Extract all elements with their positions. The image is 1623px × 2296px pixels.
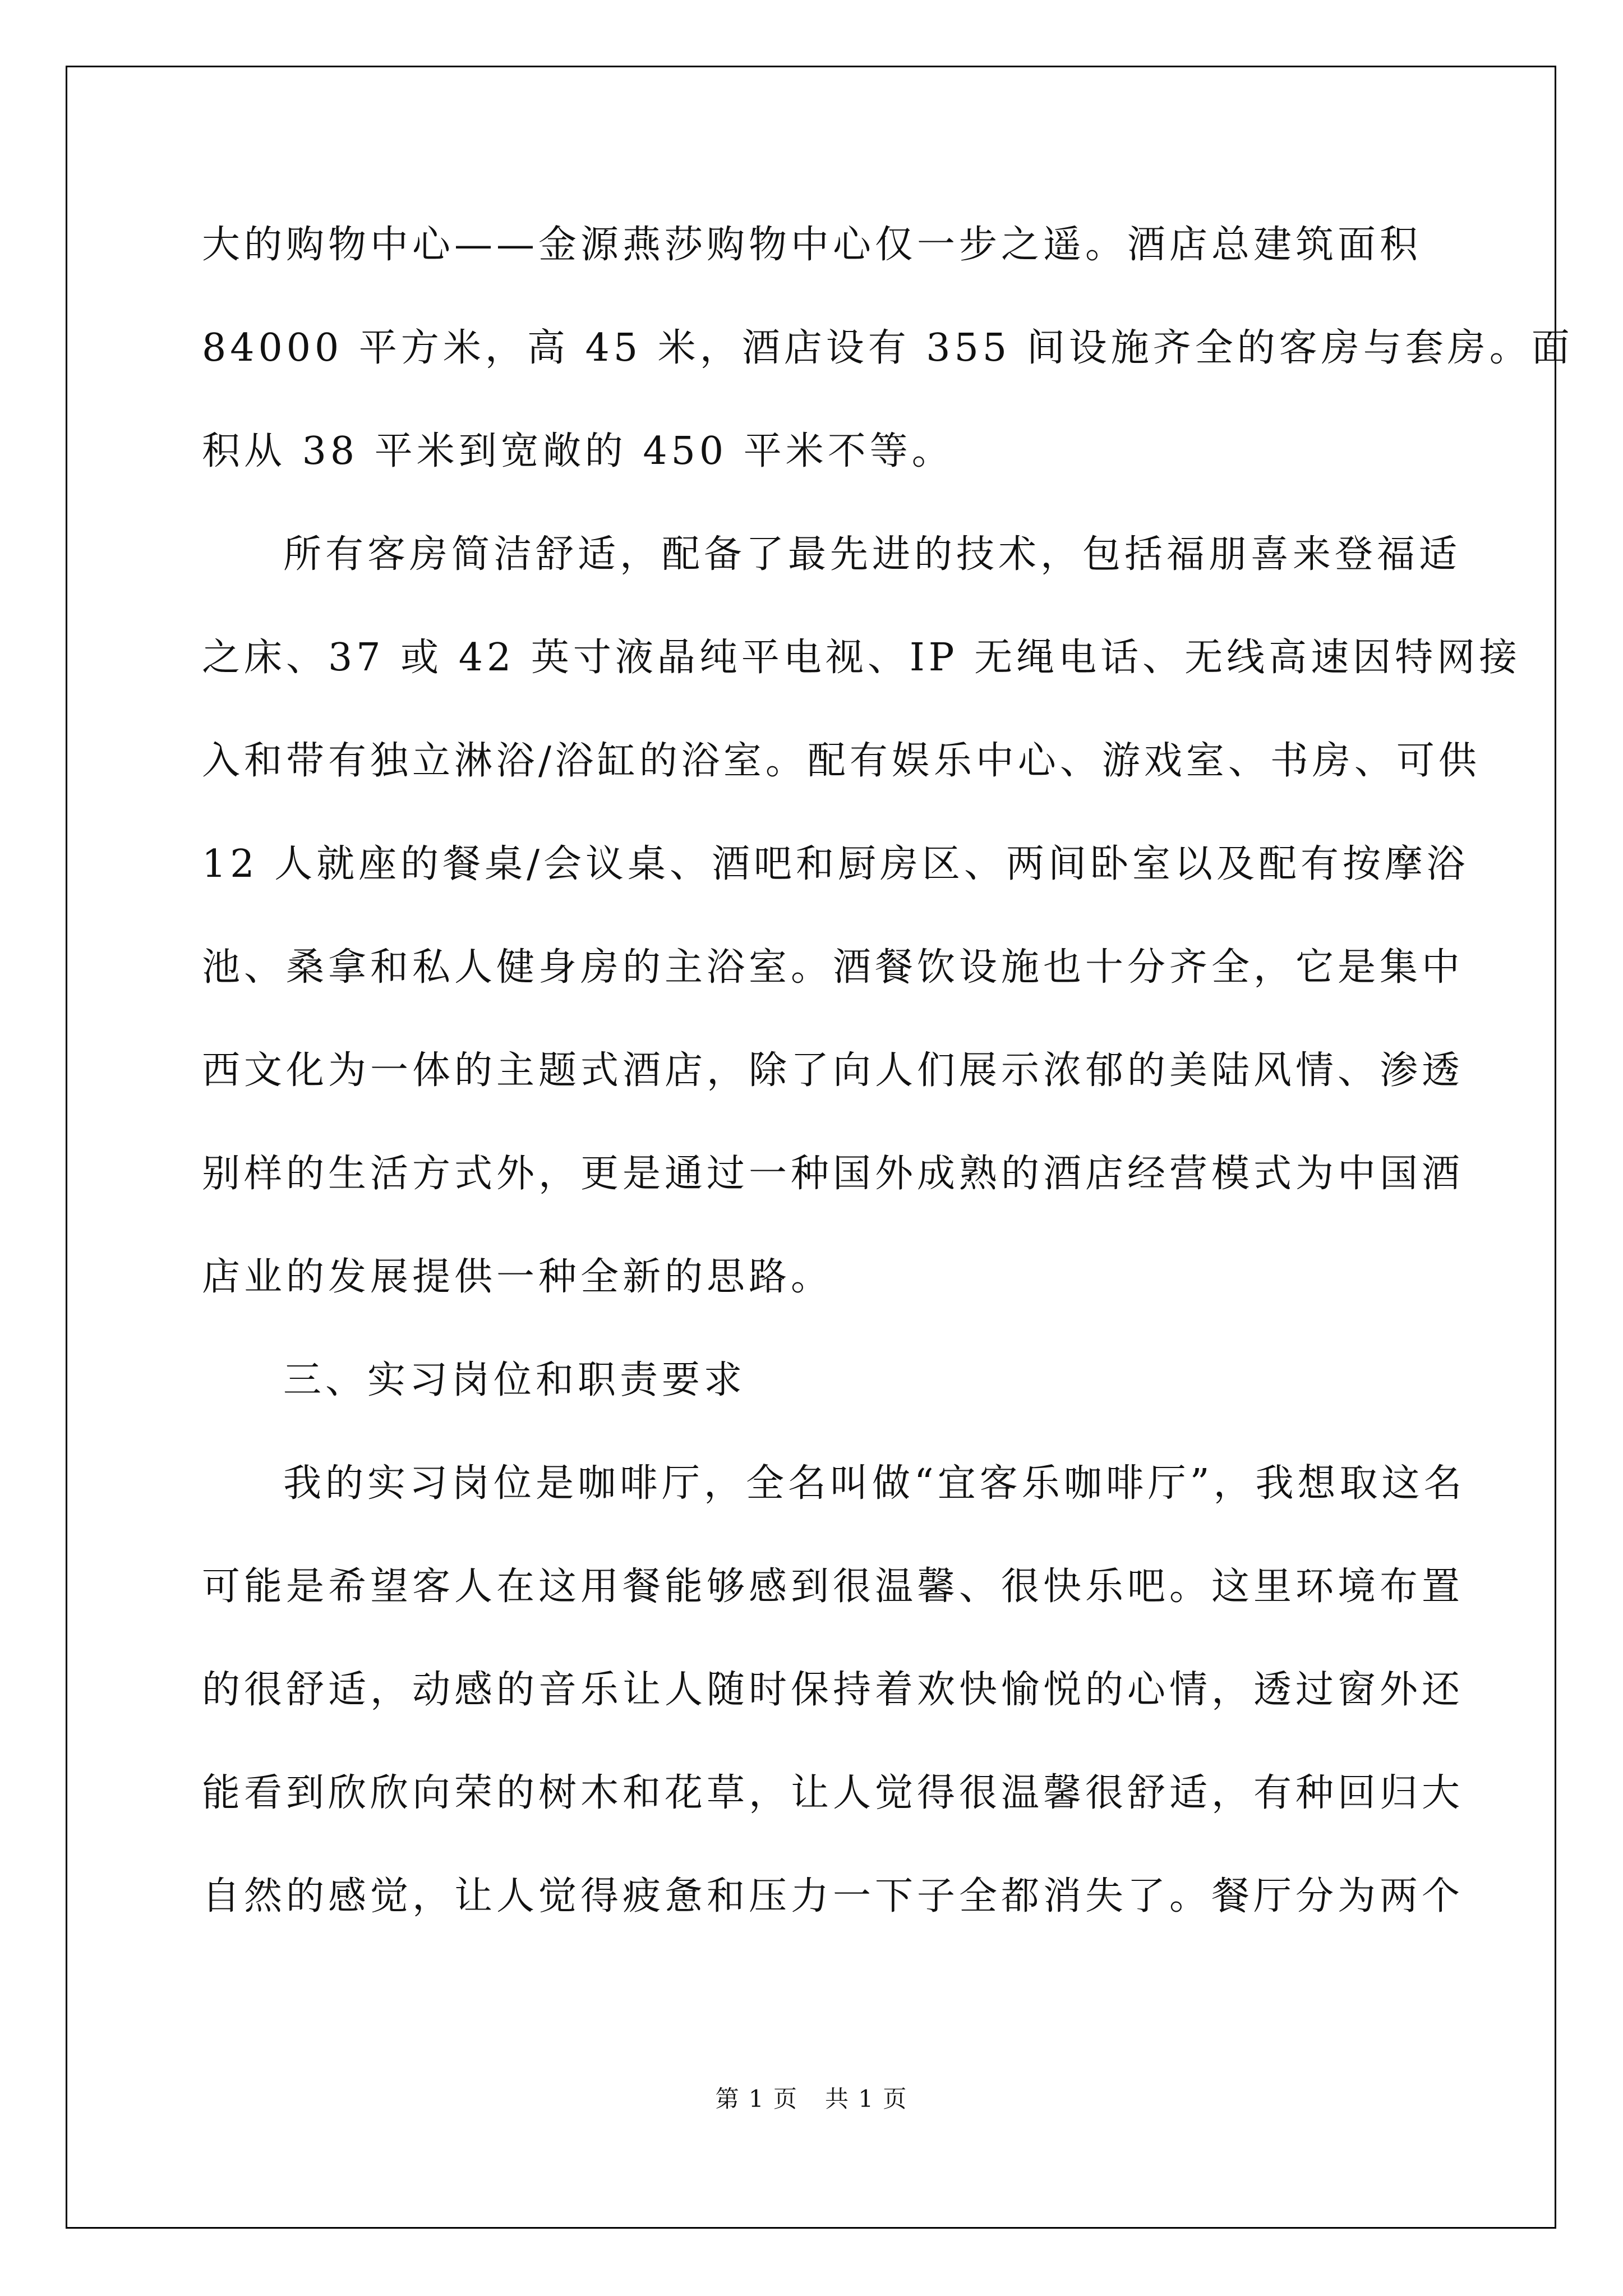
text-line: 的很舒适，动感的音乐让人随时保持着欢快愉悦的心情，透过窗外还 xyxy=(202,1668,1464,1712)
section-heading: 三、实习岗位和职责要求 xyxy=(283,1358,746,1402)
text-line: 店业的发展提供一种全新的思路。 xyxy=(202,1255,833,1299)
paragraph-start-line: 我的实习岗位是咖啡厅，全名叫做“宜客乐咖啡厅”，我想取这名 xyxy=(283,1461,1466,1506)
text-line: 自然的感觉，让人觉得疲惫和压力一下子全都消失了。餐厅分为两个 xyxy=(202,1874,1464,1918)
page-number-total: 共 1 页 xyxy=(825,2085,908,2113)
text-line: 别样的生活方式外，更是通过一种国外成熟的酒店经营模式为中国酒 xyxy=(202,1152,1464,1196)
page-footer xyxy=(0,2082,1623,2116)
text-line: 池、桑拿和私人健身房的主浴室。酒餐饮设施也十分齐全，它是集中 xyxy=(202,945,1464,990)
text-line: 之床、37 或 42 英寸液晶纯平电视、IP 无绳电话、无线高速因特网接 xyxy=(202,636,1521,680)
text-line: 84000 平方米，高 45 米，酒店设有 355 间设施齐全的客房与套房。面 xyxy=(202,326,1574,370)
text-line: 能看到欣欣向荣的树木和花草，让人觉得很温馨很舒适，有种回归大 xyxy=(202,1771,1464,1815)
text-line: 12 人就座的餐桌/会议桌、酒吧和厨房区、两间卧室以及配有按摩浴 xyxy=(202,842,1469,886)
text-line: 可能是希望客人在这用餐能够感到很温馨、很快乐吧。这里环境布置 xyxy=(202,1565,1464,1609)
text-line: 入和带有独立淋浴/浴缸的浴室。配有娱乐中心、游戏室、书房、可供 xyxy=(202,739,1481,783)
page-number-current: 第 1 页 xyxy=(715,2085,798,2113)
paragraph-start-line: 所有客房简洁舒适，配备了最先进的技术，包括福朋喜来登福适 xyxy=(283,532,1461,577)
text-line: 大的购物中心——金源燕莎购物中心仅一步之遥。酒店总建筑面积 xyxy=(202,223,1422,267)
text-line: 西文化为一体的主题式酒店，除了向人们展示浓郁的美陆风情、渗透 xyxy=(202,1048,1464,1093)
text-line: 积从 38 平米到宽敞的 450 平米不等。 xyxy=(202,429,954,473)
document-body xyxy=(202,194,1574,1948)
